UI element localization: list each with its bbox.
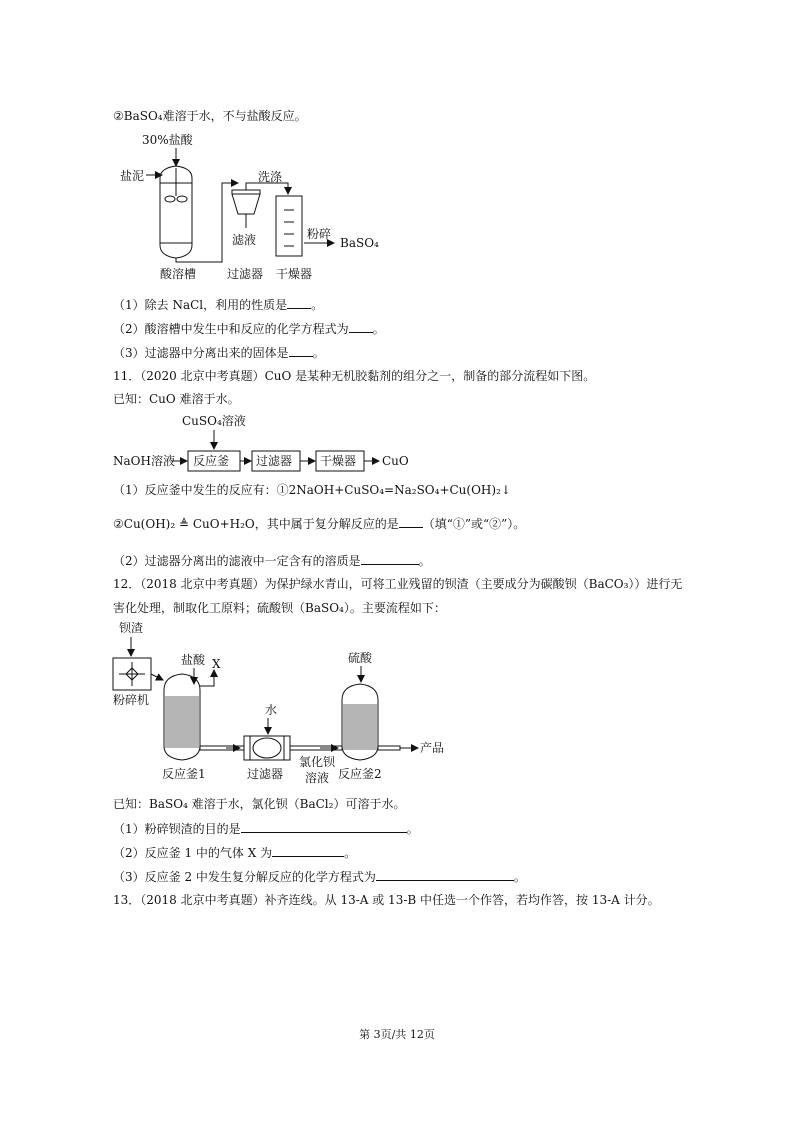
reactor2-shape (342, 684, 378, 760)
box-dryer (316, 451, 364, 471)
label-crush: 粉碎 (307, 227, 332, 241)
label-product: 产品 (420, 741, 445, 755)
label-bacl2-1: 氯化钡 (299, 755, 336, 769)
label-hcl30: 30%盐酸 (142, 133, 193, 147)
q10-2: （2）酸溶槽中发生中和反应的化学方程式为 。 (113, 322, 385, 336)
q12-3: （3）反应釜 2 中发生复分解反应的化学方程式为 。 (113, 870, 526, 884)
filter-box (244, 736, 290, 760)
label-h2so4: 硫酸 (348, 651, 373, 665)
q11-2: （2）过滤器分离出的滤液中一定含有的溶质是 。 (113, 554, 431, 568)
svg-text:干燥器: 干燥器 (320, 454, 357, 468)
q12-known: 已知：BaSO₄ 难溶于水，氯化钡（BaCl₂）可溶于水。 (113, 797, 406, 811)
svg-text:反应釜: 反应釜 (193, 454, 230, 468)
label-filtrate: 滤液 (232, 233, 257, 247)
q11-known: 已知：CuO 难溶于水。 (113, 392, 240, 406)
label-filter: 过滤器 (247, 767, 284, 781)
label-salt-mud: 盐泥 (120, 169, 145, 183)
svg-text:过滤器: 过滤器 (256, 454, 293, 468)
box-reactor (188, 451, 240, 471)
q12-title-1: 12．（2018 北京中考真题）为保护绿水青山，可将工业残留的钡渣（主要成分为碳酸钡（BaCO₃））进行无 (113, 577, 683, 591)
label-wash: 洗涤 (258, 170, 283, 184)
label-crusher: 粉碎机 (113, 693, 150, 707)
label-tank: 酸溶槽 (160, 267, 197, 281)
q10-1: （1）除去 NaCl，利用的性质是 。 (113, 298, 324, 312)
label-naoh: NaOH溶液 (113, 454, 175, 468)
label-dryer: 干燥器 (276, 267, 313, 281)
q11-title: 11．（2020 北京中考真题）CuO 是某种无机胶黏剂的组分之一，制备的部分流程如下图。 (113, 369, 596, 383)
crusher-box (113, 658, 151, 690)
filter-funnel (232, 194, 260, 214)
label-water: 水 (265, 703, 278, 717)
label-filter: 过滤器 (227, 267, 264, 281)
label-reactor1: 反应釜1 (162, 767, 206, 781)
acid-tank-shape (160, 166, 192, 258)
q11-1b: ②Cu(OH)₂ ≜ CuO+H₂O，其中属于复分解反应的是 （填“①”或“②”）。 (113, 517, 526, 531)
box-filter (252, 451, 300, 471)
q12-2: （2）反应釜 1 中的气体 X 为 。 (113, 846, 357, 860)
label-reactor2: 反应釜2 (338, 767, 382, 781)
label-bacl2-2: 溶液 (305, 771, 330, 785)
reactor1-shape (164, 674, 200, 760)
label-hcl: 盐酸 (181, 653, 206, 667)
q11-1: （1）反应釜中发生的反应有：①2NaOH+CuSO₄=Na₂SO₄+Cu(OH)₂↓ (113, 483, 511, 497)
q13-title: 13．（2018 北京中考真题）补齐连线。从 13-A 或 13-B 中任选一个作答，若均作答，按 13-A 计分。 (113, 893, 660, 907)
dryer-box (276, 196, 302, 256)
known-baso4: ②BaSO₄难溶于水，不与盐酸反应。 (113, 109, 307, 123)
q12-title-2: 害化处理，制取化工原料；硫酸钡（BaSO₄）。主要流程如下： (113, 601, 446, 615)
q12-1: （1）粉碎钡渣的目的是 。 (113, 822, 419, 836)
label-slag: 钡渣 (119, 621, 144, 635)
label-cuo: CuO (382, 454, 409, 468)
label-x: X (212, 657, 221, 671)
page-footer: 第 3页/共 12页 (359, 1028, 435, 1041)
label-cuso4: CuSO₄溶液 (182, 414, 246, 428)
label-baso4: BaSO₄ (340, 236, 379, 250)
q10-3: （3）过滤器中分离出来的固体是 。 (113, 346, 325, 360)
